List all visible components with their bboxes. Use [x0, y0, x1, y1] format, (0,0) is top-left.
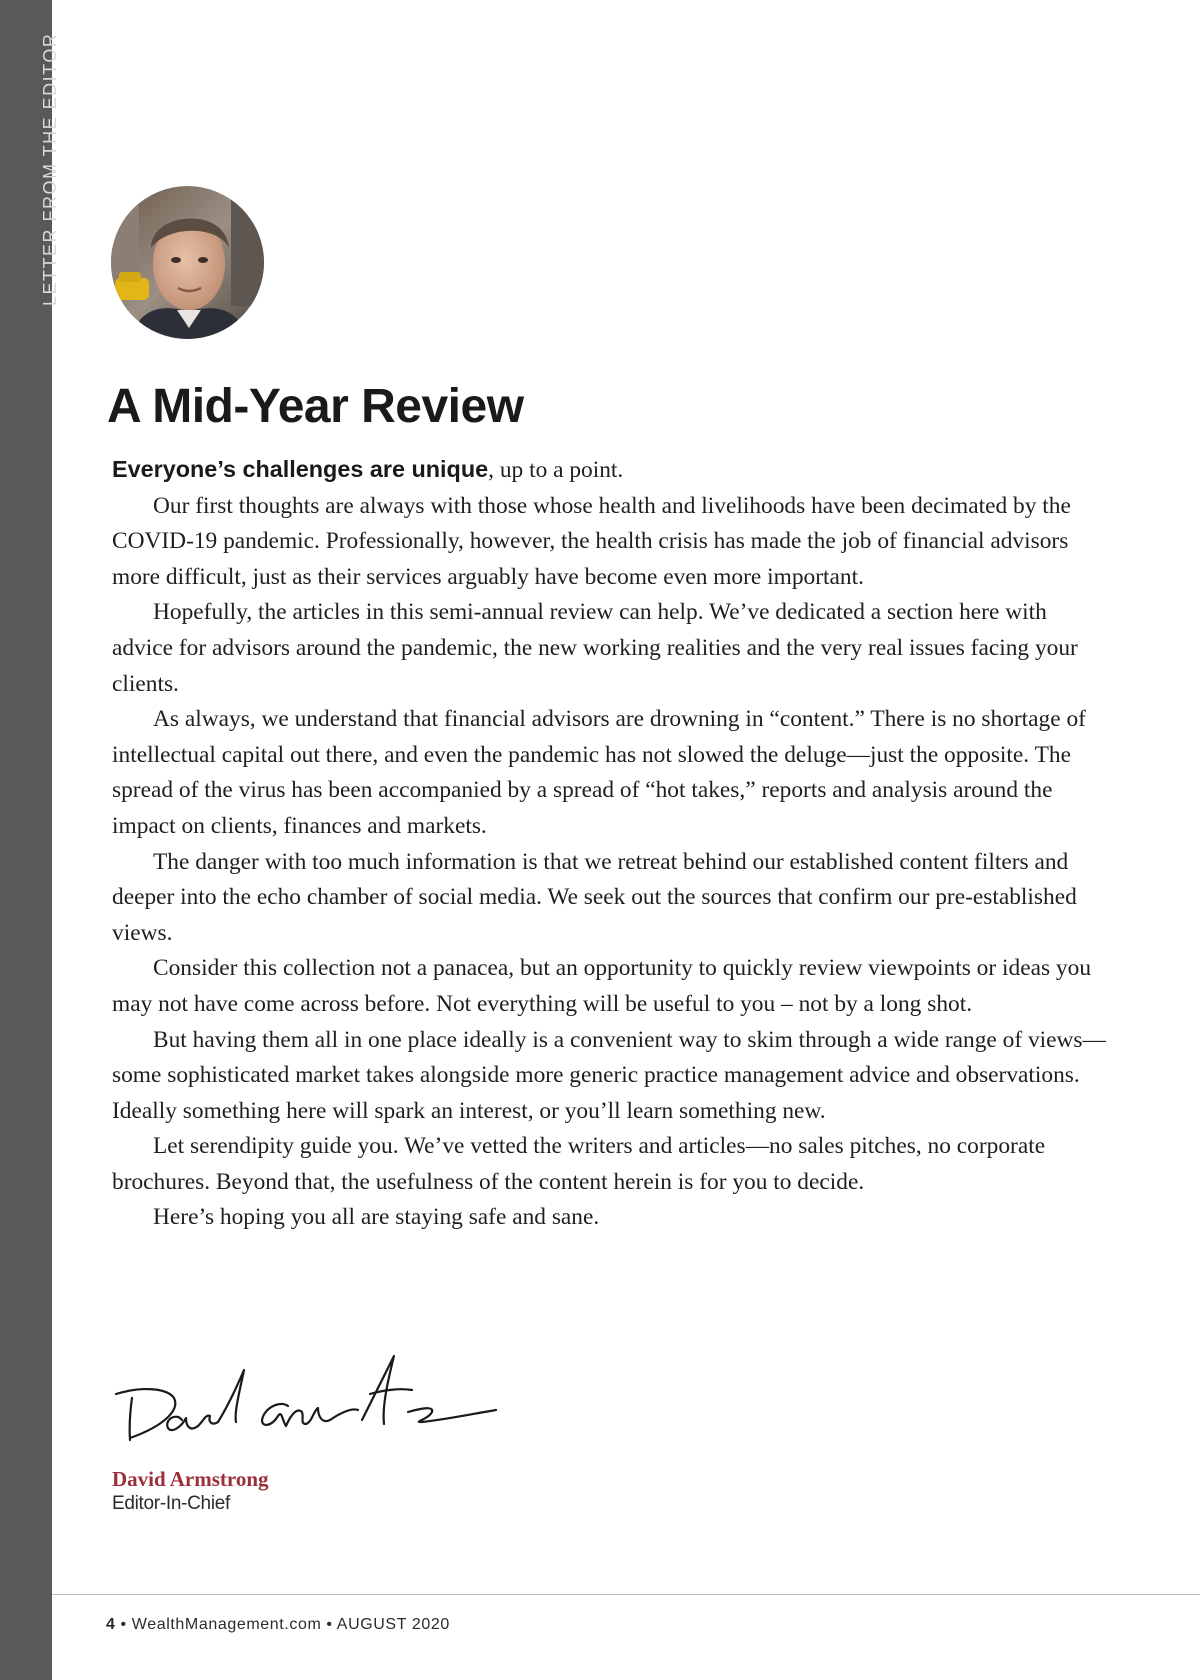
article-body: [112, 452, 1112, 1236]
author-name: David Armstrong: [112, 1467, 269, 1491]
footer-separator: •: [326, 1616, 333, 1633]
body-paragraph: Here’s hoping you all are staying safe and sane.: [153, 1204, 600, 1231]
lead-rest-text: , up to a point.: [488, 457, 624, 483]
footer-separator: •: [120, 1616, 127, 1633]
page-number: 4: [106, 1616, 116, 1633]
footer-site: WealthManagement.com: [131, 1616, 322, 1633]
lead-paragraph: [112, 452, 1112, 489]
portrait-photo-icon: [111, 186, 264, 339]
body-paragraph: Let serendipity guide you. We’ve vetted the writers and articles—no sales pitches, no corporate brochures. Beyond that, the usefulness of the content herein is for you to decide.: [112, 1133, 1046, 1195]
lead-bold-text: Everyone’s challenges are unique: [112, 456, 489, 482]
body-paragraph: As always, we understand that financial advisors are drowning in “content.” There is no shortage of intellectual capital out there, and even the pandemic has not slowed the deluge—just the opposite. The spread of the virus has been accompanied by a spread of “hot takes,” reports and analysis around the impact on clients, finances and markets.: [112, 706, 1086, 839]
article-headline: A Mid-Year Review: [107, 380, 524, 433]
body-paragraph: Consider this collection not a panacea, but an opportunity to quickly review viewpoints or ideas you may not have come across before. Not everything will be useful to you – not by a long shot.: [112, 955, 1092, 1017]
body-paragraph: But having them all in one place ideally is a convenient way to skim through a wide range of views—some sophisticated market takes alongside more generic practice management advice and observations. Ideally something here will spark an interest, or you’ll learn something new.: [112, 1026, 1106, 1124]
author-title: Editor-In-Chief: [112, 1493, 230, 1514]
body-paragraph: Our first thoughts are always with those whose health and livelihoods have been decimated by the COVID-19 pandemic. Professionally, however, the health crisis has made the job of financial advisors more difficult, just as their services arguably have become even more important.: [112, 492, 1071, 590]
section-label: LETTER FROM THE EDITOR: [40, 32, 60, 306]
page-footer: [106, 1616, 450, 1634]
editor-portrait: [111, 186, 264, 339]
footer-divider: [52, 1594, 1200, 1595]
footer-issue: AUGUST 2020: [336, 1616, 450, 1633]
body-paragraph: Hopefully, the articles in this semi-annual review can help. We’ve dedicated a section here with advice for advisors around the pandemic, the new working realities and the very real issues facing your clients.: [112, 599, 1078, 697]
signature-icon: [112, 1350, 502, 1450]
body-paragraph: The danger with too much information is that we retreat behind our established content filters and deeper into the echo chamber of social media. We seek out the sources that confirm our pre-established views.: [112, 848, 1077, 946]
